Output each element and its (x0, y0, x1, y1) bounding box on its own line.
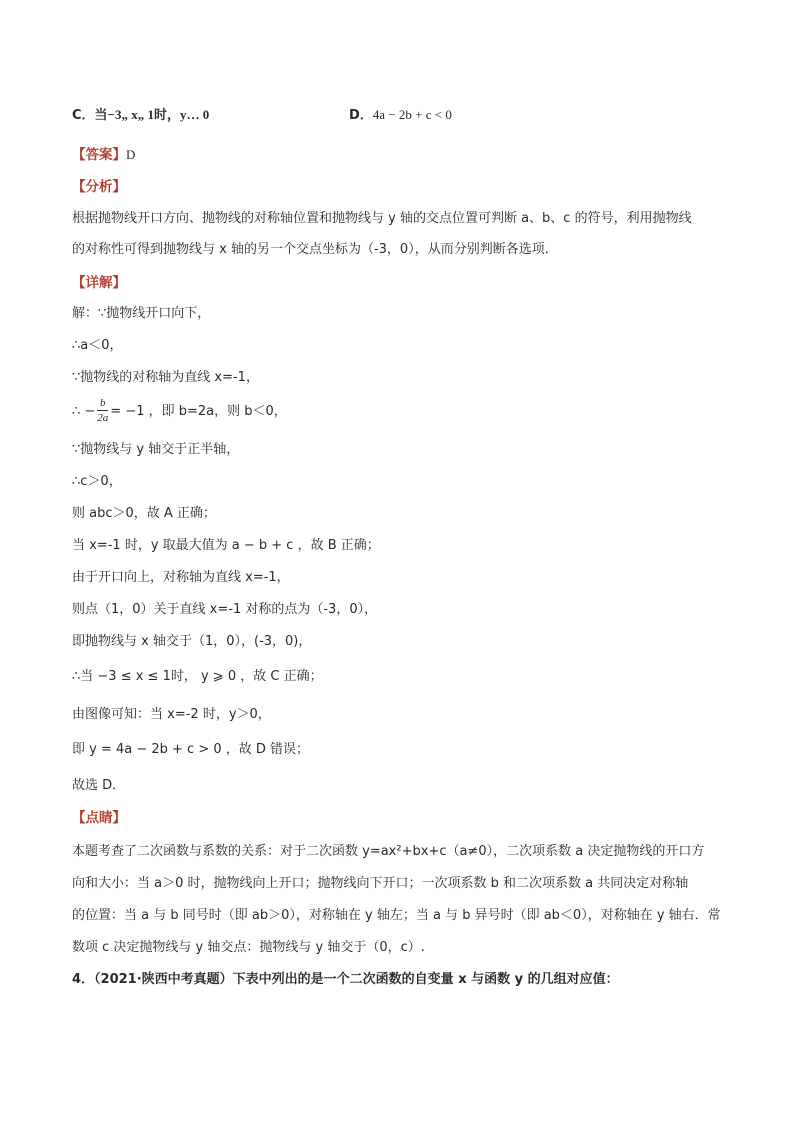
question-text: 下表中列出的是一个二次函数的自变量 x 与函数 y 的几组对应值： (232, 972, 619, 987)
detail-line-4 (72, 398, 287, 425)
option-d-text: 4a − 2b + c < 0 (372, 107, 452, 122)
detail-line-6: ∴c＞0， (72, 474, 122, 489)
question-number: 4． (72, 972, 95, 987)
detail-line-12: ∴当 −3 ≤ x ≤ 1时， y ⩾ 0 ，故 C 正确； (72, 669, 323, 684)
detail-line-1: 解：∵抛物线开口向下， (72, 306, 211, 321)
fraction-denominator: 2a (97, 412, 109, 424)
detail-line-8: 当 x=-1 时，y 取最大值为 a − b + c ，故 B 正确； (72, 538, 380, 553)
detail-tag: 【详解】 (72, 275, 126, 291)
question-source: （2021·陕西中考真题） (94, 972, 233, 987)
comment-tag: 【点睛】 (72, 810, 126, 826)
detail-line-2: ∴a＜0， (72, 338, 123, 353)
detail-tag-line (72, 274, 126, 293)
comment-line-4: 数项 c 决定抛物线与 y 轴交点：抛物线与 y 轴交于（0，c）. (72, 940, 425, 955)
comment-tag-line (72, 809, 126, 828)
fraction-numerator: b (100, 397, 106, 409)
comment-line-3: 的位置：当 a 与 b 同号时（即 ab＞0），对称轴在 y 轴左；当 a 与 b 异号时（即 ab＜0），对称轴在 y 轴右．常 (72, 908, 721, 923)
detail-line-11: 即抛物线与 x 轴交于（1，0），(-3，0)， (72, 634, 312, 649)
analysis-tag-line (72, 178, 126, 197)
option-d-label: D． (349, 108, 373, 123)
analysis-line-1: 根据抛物线开口方向、抛物线的对称轴位置和抛物线与 y 轴的交点位置可判断 a、b、c 的符号，利用抛物线 (72, 211, 692, 226)
detail-line-3: ∵抛物线的对称轴为直线 x=-1， (72, 370, 259, 385)
answer-line (72, 146, 135, 165)
comment-line-1: 本题考查了二次函数与系数的关系：对于二次函数 y=ax²+bx+c（a≠0），二次项系数 a 决定抛物线的开口方 (72, 844, 705, 859)
next-question (72, 971, 619, 989)
comment-line-2: 向和大小：当 a＞0 时，抛物线向上开口；抛物线向下开口；一次项系数 b 和二次项系数 a 共同决定对称轴 (72, 876, 689, 891)
detail-line-14: 即 y = 4a − 2b + c > 0 ，故 D 错误； (72, 742, 310, 757)
answer-value: D (126, 147, 136, 162)
fraction-b-over-2a (97, 397, 108, 424)
detail-line-4-suffix: = −1 ，即 b=2a，则 b＜0， (110, 404, 287, 419)
analysis-tag: 【分析】 (72, 179, 126, 195)
detail-line-4-prefix: ∴ − (72, 404, 96, 419)
detail-line-15: 故选 D． (72, 778, 126, 793)
option-c-label: C． (72, 108, 95, 123)
option-c (72, 106, 209, 125)
detail-line-13: 由图像可知：当 x=-2 时，y＞0， (72, 707, 271, 722)
detail-line-5: ∵抛物线与 y 轴交于正半轴， (72, 442, 240, 457)
detail-line-7: 则 abc＞0，故 A 正确； (72, 506, 216, 521)
detail-line-9: 由于开口向上，对称轴为直线 x=-1， (72, 570, 290, 585)
answer-tag: 【答案】 (72, 147, 126, 163)
option-d (349, 106, 452, 125)
analysis-line-2: 的对称性可得到抛物线与 x 轴的另一个交点坐标为（-3，0），从而分别判断各选项． (72, 242, 558, 257)
detail-line-10: 则点（1，0）关于直线 x=-1 对称的点为（-3，0）， (72, 602, 378, 617)
option-c-text: 当−3„ x„ 1时，y… 0 (94, 107, 210, 122)
